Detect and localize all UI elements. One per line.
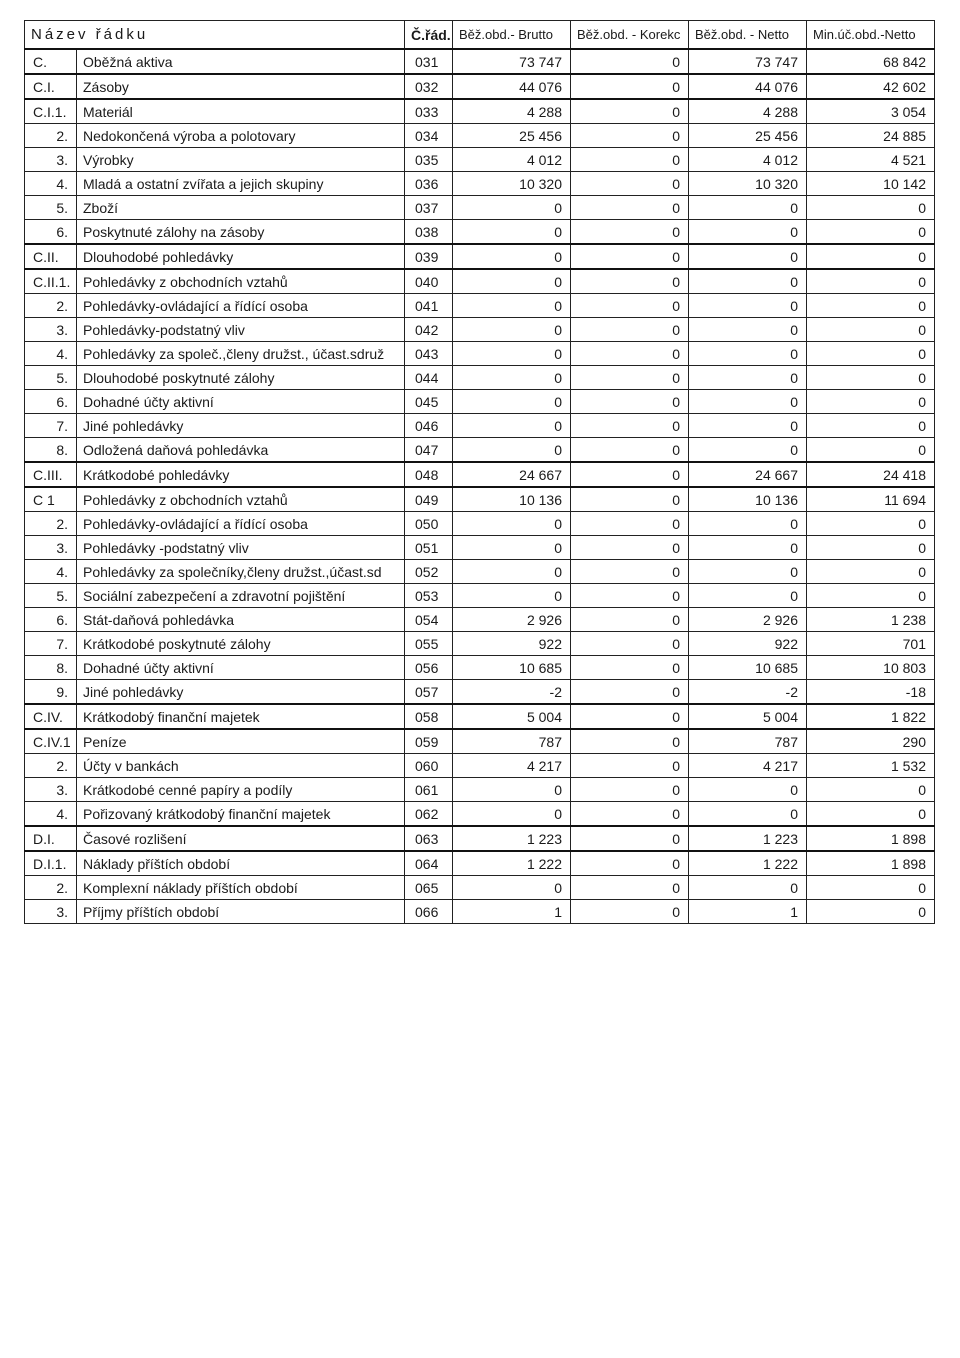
row-code: 3. xyxy=(25,318,77,342)
row-code: 4. xyxy=(25,342,77,366)
row-previous-netto: 0 xyxy=(807,342,935,366)
row-previous-netto: 0 xyxy=(807,560,935,584)
row-number: 032 xyxy=(405,74,453,99)
row-netto: 0 xyxy=(689,294,807,318)
row-brutto: 0 xyxy=(453,294,571,318)
row-netto: 0 xyxy=(689,390,807,414)
row-brutto: 10 136 xyxy=(453,487,571,512)
row-code: 3. xyxy=(25,148,77,172)
row-code: C.II.1. xyxy=(25,269,77,294)
row-korekce: 0 xyxy=(571,900,689,924)
table-row xyxy=(25,729,935,754)
header-name: Název řádku xyxy=(25,21,405,50)
row-number: 047 xyxy=(405,438,453,463)
row-korekce: 0 xyxy=(571,462,689,487)
row-previous-netto: 0 xyxy=(807,802,935,827)
row-brutto: 0 xyxy=(453,876,571,900)
row-previous-netto: 0 xyxy=(807,390,935,414)
row-brutto: 5 004 xyxy=(453,704,571,729)
row-number: 063 xyxy=(405,826,453,851)
row-korekce: 0 xyxy=(571,414,689,438)
row-number: 059 xyxy=(405,729,453,754)
table-row xyxy=(25,851,935,876)
row-code: 5. xyxy=(25,366,77,390)
row-previous-netto: 0 xyxy=(807,269,935,294)
row-korekce: 0 xyxy=(571,438,689,463)
row-name: Zboží xyxy=(77,196,405,220)
row-netto: 1 223 xyxy=(689,826,807,851)
row-name: Dohadné účty aktivní xyxy=(77,390,405,414)
row-korekce: 0 xyxy=(571,74,689,99)
row-korekce: 0 xyxy=(571,294,689,318)
row-netto: 4 217 xyxy=(689,754,807,778)
header-row-number: Č.řád. xyxy=(405,21,453,50)
row-netto: 0 xyxy=(689,438,807,463)
row-brutto: 1 223 xyxy=(453,826,571,851)
row-name: Mladá a ostatní zvířata a jejich skupiny xyxy=(77,172,405,196)
row-previous-netto: 24 885 xyxy=(807,124,935,148)
row-number: 035 xyxy=(405,148,453,172)
row-number: 041 xyxy=(405,294,453,318)
table-row xyxy=(25,99,935,124)
row-netto: 0 xyxy=(689,244,807,269)
row-number: 060 xyxy=(405,754,453,778)
row-netto: 0 xyxy=(689,512,807,536)
row-previous-netto: 68 842 xyxy=(807,49,935,74)
row-code: C 1 xyxy=(25,487,77,512)
row-code: 5. xyxy=(25,196,77,220)
row-number: 034 xyxy=(405,124,453,148)
table-row xyxy=(25,462,935,487)
row-netto: 5 004 xyxy=(689,704,807,729)
header-previous-netto: Min.úč.obd.-Netto xyxy=(807,21,935,50)
row-previous-netto: 3 054 xyxy=(807,99,935,124)
row-brutto: 922 xyxy=(453,632,571,656)
row-korekce: 0 xyxy=(571,560,689,584)
table-row xyxy=(25,560,935,584)
row-brutto: 2 926 xyxy=(453,608,571,632)
row-name: Dohadné účty aktivní xyxy=(77,656,405,680)
table-row xyxy=(25,536,935,560)
row-netto: 2 926 xyxy=(689,608,807,632)
row-code: C.IV. xyxy=(25,704,77,729)
row-number: 054 xyxy=(405,608,453,632)
row-number: 036 xyxy=(405,172,453,196)
table-row xyxy=(25,826,935,851)
row-brutto: 1 xyxy=(453,900,571,924)
row-name: Dlouhodobé pohledávky xyxy=(77,244,405,269)
table-row xyxy=(25,802,935,827)
row-number: 040 xyxy=(405,269,453,294)
row-brutto: 0 xyxy=(453,536,571,560)
table-row xyxy=(25,294,935,318)
row-netto: 0 xyxy=(689,220,807,245)
row-code: 2. xyxy=(25,294,77,318)
row-korekce: 0 xyxy=(571,487,689,512)
row-brutto: 1 222 xyxy=(453,851,571,876)
row-netto: 10 136 xyxy=(689,487,807,512)
row-previous-netto: 0 xyxy=(807,244,935,269)
row-brutto: 24 667 xyxy=(453,462,571,487)
row-previous-netto: 1 822 xyxy=(807,704,935,729)
row-netto: 10 320 xyxy=(689,172,807,196)
row-brutto: 0 xyxy=(453,802,571,827)
row-korekce: 0 xyxy=(571,99,689,124)
row-netto: 0 xyxy=(689,536,807,560)
row-name: Zásoby xyxy=(77,74,405,99)
row-number: 044 xyxy=(405,366,453,390)
row-code: C.IV.1 xyxy=(25,729,77,754)
header-netto: Běž.obd. - Netto xyxy=(689,21,807,50)
row-previous-netto: 10 142 xyxy=(807,172,935,196)
table-row xyxy=(25,172,935,196)
row-netto: 0 xyxy=(689,560,807,584)
row-number: 038 xyxy=(405,220,453,245)
row-code: 2. xyxy=(25,876,77,900)
row-previous-netto: 1 238 xyxy=(807,608,935,632)
table-row xyxy=(25,318,935,342)
row-previous-netto: 0 xyxy=(807,778,935,802)
row-number: 055 xyxy=(405,632,453,656)
row-name: Pohledávky za společ.,členy družst., účast.sdruž xyxy=(77,342,405,366)
row-korekce: 0 xyxy=(571,390,689,414)
row-netto: 4 288 xyxy=(689,99,807,124)
row-previous-netto: 4 521 xyxy=(807,148,935,172)
row-netto: 10 685 xyxy=(689,656,807,680)
row-netto: 0 xyxy=(689,584,807,608)
row-code: 5. xyxy=(25,584,77,608)
row-korekce: 0 xyxy=(571,269,689,294)
row-brutto: 0 xyxy=(453,318,571,342)
row-previous-netto: 0 xyxy=(807,512,935,536)
row-previous-netto: 1 898 xyxy=(807,826,935,851)
table-body xyxy=(25,49,935,924)
row-brutto: 0 xyxy=(453,560,571,584)
row-korekce: 0 xyxy=(571,148,689,172)
row-netto: 0 xyxy=(689,778,807,802)
row-previous-netto: 701 xyxy=(807,632,935,656)
row-name: Krátkodobé poskytnuté zálohy xyxy=(77,632,405,656)
row-netto: 73 747 xyxy=(689,49,807,74)
row-korekce: 0 xyxy=(571,778,689,802)
table-row xyxy=(25,414,935,438)
row-brutto: 10 320 xyxy=(453,172,571,196)
row-name: Dlouhodobé poskytnuté zálohy xyxy=(77,366,405,390)
row-code: 3. xyxy=(25,536,77,560)
row-number: 065 xyxy=(405,876,453,900)
row-name: Pohledávky-ovládající a řídící osoba xyxy=(77,294,405,318)
table-row xyxy=(25,754,935,778)
row-code: 2. xyxy=(25,754,77,778)
row-name: Výrobky xyxy=(77,148,405,172)
row-netto: -2 xyxy=(689,680,807,705)
row-number: 042 xyxy=(405,318,453,342)
row-netto: 0 xyxy=(689,366,807,390)
row-code: C.I.1. xyxy=(25,99,77,124)
row-korekce: 0 xyxy=(571,754,689,778)
row-korekce: 0 xyxy=(571,124,689,148)
row-netto: 0 xyxy=(689,802,807,827)
row-code: 6. xyxy=(25,220,77,245)
row-code: 7. xyxy=(25,632,77,656)
header-brutto: Běž.obd.- Brutto xyxy=(453,21,571,50)
row-number: 033 xyxy=(405,99,453,124)
row-code: 4. xyxy=(25,802,77,827)
row-previous-netto: 0 xyxy=(807,196,935,220)
row-korekce: 0 xyxy=(571,656,689,680)
row-netto: 0 xyxy=(689,876,807,900)
row-code: 8. xyxy=(25,438,77,463)
row-name: Pohledávky -podstatný vliv xyxy=(77,536,405,560)
table-row xyxy=(25,778,935,802)
row-previous-netto: 0 xyxy=(807,876,935,900)
row-netto: 24 667 xyxy=(689,462,807,487)
row-brutto: 0 xyxy=(453,390,571,414)
row-korekce: 0 xyxy=(571,536,689,560)
row-korekce: 0 xyxy=(571,608,689,632)
table-row xyxy=(25,390,935,414)
row-brutto: 0 xyxy=(453,512,571,536)
row-number: 031 xyxy=(405,49,453,74)
row-number: 043 xyxy=(405,342,453,366)
row-name: Krátkodobé cenné papíry a podíly xyxy=(77,778,405,802)
table-row xyxy=(25,49,935,74)
table-row xyxy=(25,244,935,269)
row-netto: 1 222 xyxy=(689,851,807,876)
row-name: Pohledávky za společníky,členy družst.,účast.sd xyxy=(77,560,405,584)
row-code: 7. xyxy=(25,414,77,438)
row-brutto: 0 xyxy=(453,414,571,438)
row-name: Příjmy příštích období xyxy=(77,900,405,924)
row-korekce: 0 xyxy=(571,851,689,876)
row-name: Náklady příštích období xyxy=(77,851,405,876)
row-code: 8. xyxy=(25,656,77,680)
row-previous-netto: 10 803 xyxy=(807,656,935,680)
row-previous-netto: 24 418 xyxy=(807,462,935,487)
table-row xyxy=(25,876,935,900)
row-number: 062 xyxy=(405,802,453,827)
table-row xyxy=(25,269,935,294)
row-number: 050 xyxy=(405,512,453,536)
row-code: 4. xyxy=(25,172,77,196)
row-brutto: 0 xyxy=(453,778,571,802)
table-row xyxy=(25,900,935,924)
row-code: D.I.1. xyxy=(25,851,77,876)
row-code: C.I. xyxy=(25,74,77,99)
row-previous-netto: -18 xyxy=(807,680,935,705)
row-number: 046 xyxy=(405,414,453,438)
row-name: Pohledávky-ovládající a řídící osoba xyxy=(77,512,405,536)
row-brutto: 44 076 xyxy=(453,74,571,99)
row-netto: 0 xyxy=(689,269,807,294)
row-netto: 1 xyxy=(689,900,807,924)
row-name: Jiné pohledávky xyxy=(77,680,405,705)
table-row xyxy=(25,704,935,729)
row-number: 056 xyxy=(405,656,453,680)
row-korekce: 0 xyxy=(571,342,689,366)
row-code: C.III. xyxy=(25,462,77,487)
table-row xyxy=(25,656,935,680)
row-name: Jiné pohledávky xyxy=(77,414,405,438)
row-code: 2. xyxy=(25,512,77,536)
row-number: 057 xyxy=(405,680,453,705)
row-korekce: 0 xyxy=(571,318,689,342)
row-brutto: 0 xyxy=(453,438,571,463)
row-name: Nedokončená výroba a polotovary xyxy=(77,124,405,148)
row-netto: 0 xyxy=(689,414,807,438)
row-name: Pohledávky-podstatný vliv xyxy=(77,318,405,342)
row-previous-netto: 0 xyxy=(807,900,935,924)
row-name: Oběžná aktiva xyxy=(77,49,405,74)
table-row xyxy=(25,74,935,99)
row-brutto: 4 012 xyxy=(453,148,571,172)
row-name: Krátkodobý finanční majetek xyxy=(77,704,405,729)
table-row xyxy=(25,438,935,463)
row-name: Poskytnuté zálohy na zásoby xyxy=(77,220,405,245)
row-previous-netto: 1 532 xyxy=(807,754,935,778)
table-row xyxy=(25,680,935,705)
header-row xyxy=(25,21,935,50)
row-korekce: 0 xyxy=(571,680,689,705)
row-code: 6. xyxy=(25,390,77,414)
row-netto: 0 xyxy=(689,318,807,342)
row-brutto: -2 xyxy=(453,680,571,705)
table-row xyxy=(25,584,935,608)
row-name: Účty v bankách xyxy=(77,754,405,778)
table-row xyxy=(25,148,935,172)
table-row xyxy=(25,342,935,366)
row-code: 9. xyxy=(25,680,77,705)
row-previous-netto: 0 xyxy=(807,414,935,438)
row-name: Krátkodobé pohledávky xyxy=(77,462,405,487)
row-name: Stát-daňová pohledávka xyxy=(77,608,405,632)
row-previous-netto: 0 xyxy=(807,294,935,318)
row-korekce: 0 xyxy=(571,220,689,245)
assets-table xyxy=(24,20,935,924)
table-row xyxy=(25,608,935,632)
row-korekce: 0 xyxy=(571,729,689,754)
row-korekce: 0 xyxy=(571,584,689,608)
row-name: Komplexní náklady příštích období xyxy=(77,876,405,900)
row-number: 053 xyxy=(405,584,453,608)
row-previous-netto: 0 xyxy=(807,366,935,390)
row-name: Odložená daňová pohledávka xyxy=(77,438,405,463)
row-number: 052 xyxy=(405,560,453,584)
row-netto: 0 xyxy=(689,342,807,366)
row-code: 6. xyxy=(25,608,77,632)
row-korekce: 0 xyxy=(571,704,689,729)
row-previous-netto: 42 602 xyxy=(807,74,935,99)
table-row xyxy=(25,196,935,220)
row-code: 4. xyxy=(25,560,77,584)
row-korekce: 0 xyxy=(571,244,689,269)
row-name: Pohledávky z obchodních vztahů xyxy=(77,269,405,294)
row-korekce: 0 xyxy=(571,172,689,196)
row-code: C.II. xyxy=(25,244,77,269)
row-brutto: 4 217 xyxy=(453,754,571,778)
row-name: Materiál xyxy=(77,99,405,124)
row-code: C. xyxy=(25,49,77,74)
table-row xyxy=(25,124,935,148)
table-row xyxy=(25,632,935,656)
row-korekce: 0 xyxy=(571,802,689,827)
row-number: 061 xyxy=(405,778,453,802)
table-row xyxy=(25,220,935,245)
row-previous-netto: 290 xyxy=(807,729,935,754)
row-previous-netto: 0 xyxy=(807,438,935,463)
row-brutto: 0 xyxy=(453,366,571,390)
row-number: 066 xyxy=(405,900,453,924)
row-number: 048 xyxy=(405,462,453,487)
row-name: Časové rozlišení xyxy=(77,826,405,851)
row-netto: 0 xyxy=(689,196,807,220)
row-previous-netto: 0 xyxy=(807,536,935,560)
row-previous-netto: 0 xyxy=(807,220,935,245)
row-number: 064 xyxy=(405,851,453,876)
row-netto: 787 xyxy=(689,729,807,754)
row-number: 051 xyxy=(405,536,453,560)
row-korekce: 0 xyxy=(571,632,689,656)
row-previous-netto: 0 xyxy=(807,318,935,342)
row-korekce: 0 xyxy=(571,826,689,851)
row-brutto: 25 456 xyxy=(453,124,571,148)
row-code: D.I. xyxy=(25,826,77,851)
row-brutto: 0 xyxy=(453,196,571,220)
row-number: 049 xyxy=(405,487,453,512)
row-brutto: 4 288 xyxy=(453,99,571,124)
row-number: 037 xyxy=(405,196,453,220)
header-korekce: Běž.obd. - Korekc xyxy=(571,21,689,50)
row-netto: 4 012 xyxy=(689,148,807,172)
row-code: 3. xyxy=(25,778,77,802)
row-previous-netto: 11 694 xyxy=(807,487,935,512)
row-name: Peníze xyxy=(77,729,405,754)
row-netto: 44 076 xyxy=(689,74,807,99)
row-number: 058 xyxy=(405,704,453,729)
row-brutto: 0 xyxy=(453,269,571,294)
row-brutto: 73 747 xyxy=(453,49,571,74)
row-number: 039 xyxy=(405,244,453,269)
row-code: 2. xyxy=(25,124,77,148)
row-brutto: 0 xyxy=(453,342,571,366)
row-name: Pořizovaný krátkodobý finanční majetek xyxy=(77,802,405,827)
row-brutto: 787 xyxy=(453,729,571,754)
row-netto: 25 456 xyxy=(689,124,807,148)
row-number: 045 xyxy=(405,390,453,414)
row-previous-netto: 1 898 xyxy=(807,851,935,876)
row-brutto: 0 xyxy=(453,584,571,608)
row-brutto: 0 xyxy=(453,220,571,245)
row-netto: 922 xyxy=(689,632,807,656)
row-korekce: 0 xyxy=(571,196,689,220)
row-brutto: 10 685 xyxy=(453,656,571,680)
row-name: Sociální zabezpečení a zdravotní pojištění xyxy=(77,584,405,608)
row-previous-netto: 0 xyxy=(807,584,935,608)
table-row xyxy=(25,512,935,536)
table-row xyxy=(25,487,935,512)
row-korekce: 0 xyxy=(571,366,689,390)
row-korekce: 0 xyxy=(571,876,689,900)
row-korekce: 0 xyxy=(571,512,689,536)
balance-sheet xyxy=(24,20,934,924)
table-row xyxy=(25,366,935,390)
row-korekce: 0 xyxy=(571,49,689,74)
row-name: Pohledávky z obchodních vztahů xyxy=(77,487,405,512)
row-code: 3. xyxy=(25,900,77,924)
row-brutto: 0 xyxy=(453,244,571,269)
